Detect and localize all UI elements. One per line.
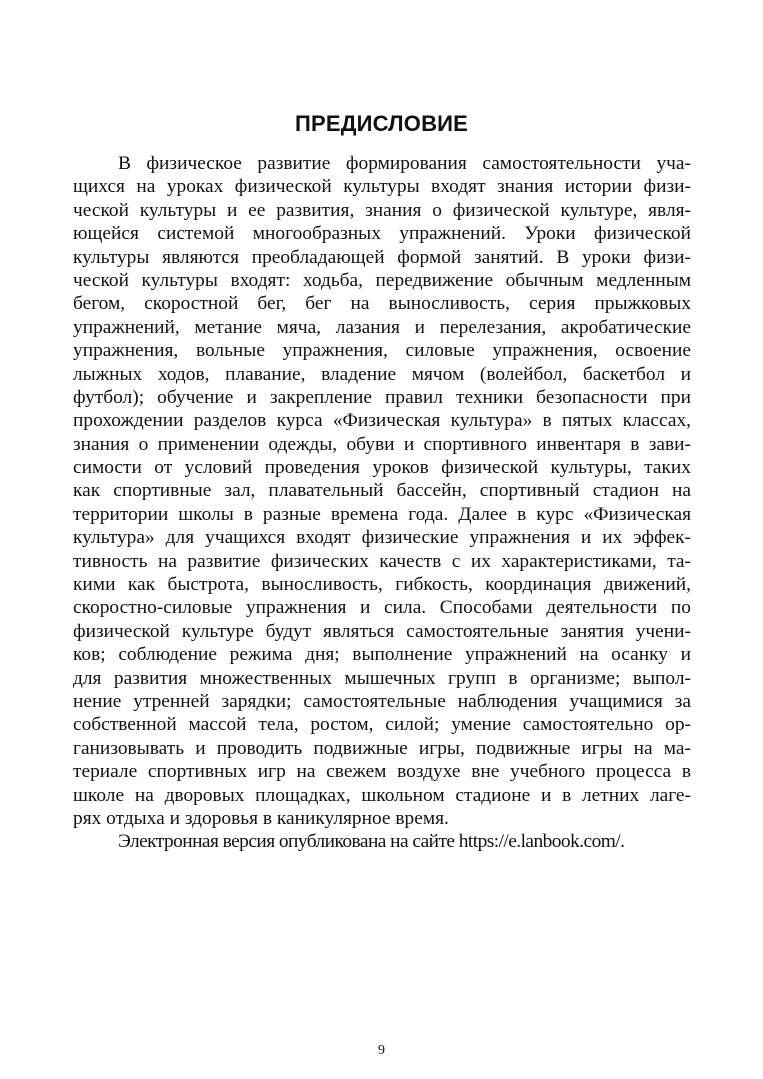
paragraph-line: тивность на развитие физических качеств с их характеристиками, та- [73, 550, 691, 572]
paragraph-line: культуры являются преобладающей формой занятий. В уроки физи- [73, 246, 691, 268]
paragraph-line: знания о применении одежды, обуви и спортивного инвентаря в зави- [73, 433, 691, 455]
paragraph-line: кими как быстрота, выносливость, гибкость, координация движений, [73, 574, 691, 596]
paragraph-line: бегом, скоростной бег, бег на выносливость, серия прыжковых [73, 293, 691, 315]
preface-body [73, 152, 691, 854]
paragraph-line: футбол); обучение и закрепление правил техники безопасности при [73, 386, 691, 408]
paragraph-line: ческой культуры входят: ходьба, передвижение обычным медленным [73, 269, 691, 291]
paragraph-line: школе на дворовых площадках, школьном стадионе и в летних лаге- [73, 784, 691, 806]
paragraph-line: териале спортивных игр на свежем воздухе вне учебного процесса в [73, 761, 691, 783]
paragraph-line: прохождении разделов курса «Физическая культура» в пятых классах, [73, 410, 691, 432]
paragraph-line: упражнений, метание мяча, лазания и перелезания, акробатические [73, 316, 691, 338]
paragraph-line: как спортивные зал, плавательный бассейн, спортивный стадион на [73, 480, 691, 502]
paragraph-line: симости от условий проведения уроков физической культуры, таких [73, 457, 691, 479]
preface-paragraph [73, 152, 691, 830]
paragraph-line: щихся на уроках физической культуры входят знания истории физи- [73, 176, 691, 198]
paragraph-line: для развития множественных мышечных групп в организме; выпол- [73, 667, 691, 689]
paragraph-line: ков; соблюдение режима дня; выполнение упражнений на осанку и [73, 644, 691, 666]
paragraph-line: собственной массой тела, ростом, силой; умение самостоятельно ор- [73, 714, 691, 736]
paragraph-line: ющейся системой многообразных упражнений. Уроки физической [73, 223, 691, 245]
paragraph-line: культура» для учащихся входят физические упражнения и их эффек- [73, 527, 691, 549]
page-number: 9 [378, 1043, 385, 1058]
paragraph-line: ганизовывать и проводить подвижные игры, подвижные игры на ма- [73, 737, 691, 759]
paragraph-line: лыжных ходов, плавание, владение мячом (волейбол, баскетбол и [73, 363, 691, 385]
page-title: ПРЕДИСЛОВИЕ [294, 111, 469, 136]
paragraph-line: ческой культуры и ее развития, знания о физической культуре, явля- [73, 199, 691, 221]
paragraph-line: скоростно-силовые упражнения и сила. Способами деятельности по [73, 597, 691, 619]
paragraph-line: физической культуре будут являться самостоятельные занятия учени- [73, 620, 691, 642]
paragraph-line: рях отдыха и здоровья в каникулярное время. [73, 807, 449, 829]
electronic-version-note: Электронная версия опубликована на сайте https://e.lanbook.com/. [118, 831, 625, 853]
paragraph-line: упражнения, вольные упражнения, силовые упражнения, освоение [73, 340, 691, 362]
paragraph-line: В физическое развитие формирования самостоятельности уча- [118, 153, 691, 174]
paragraph-line: нение утренней зарядки; самостоятельные наблюдения учащимися за [73, 690, 691, 712]
paragraph-line: территории школы в разные времена года. Далее в курс «Физическая [73, 503, 691, 525]
